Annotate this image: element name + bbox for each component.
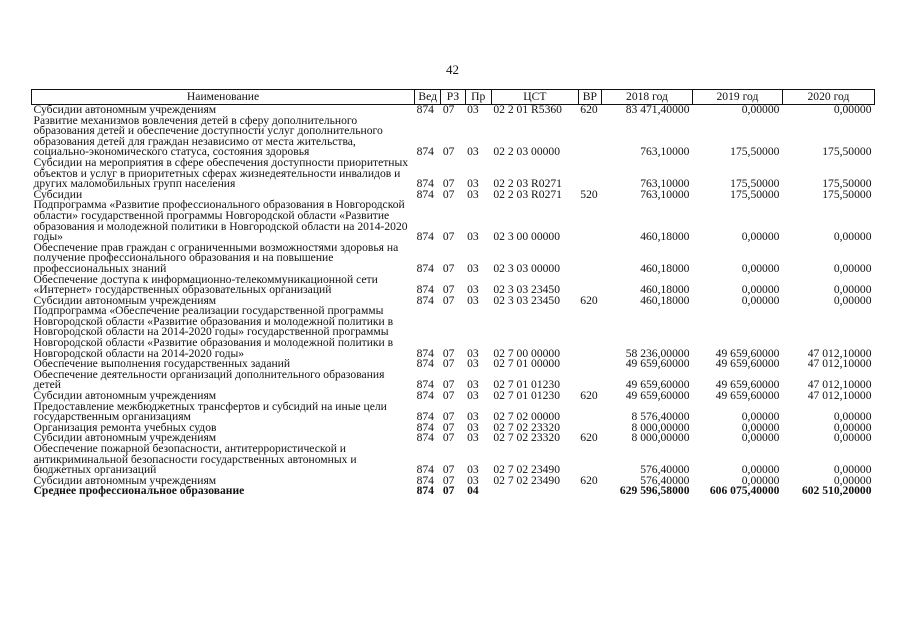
cell-ved: 874 — [416, 463, 434, 477]
cell-name: Развитие механизмов вовлечения детей в сферу дополнительного образования детей и обеспечение доступности услуг дополнительного образования детей для граждан независимо от места жительства, социально-экономического статуса, состояния здоровья — [33, 113, 383, 159]
cell-rz: 07 — [442, 103, 455, 116]
cell-vr — [578, 486, 601, 497]
table-row — [32, 116, 875, 158]
cell-2018: 576,40000 — [640, 473, 690, 487]
cell-vr: 620 — [580, 293, 598, 307]
cell-rz: 07 — [442, 187, 455, 201]
header-2018: 2018 год — [602, 90, 693, 105]
cell-pr: 03 — [467, 420, 479, 434]
cell-2019: 49 659,60000 — [715, 389, 780, 403]
cell-name: Подпрограмма «Развитие профессионального образования в Новгородской области» государственной программы Новгородской области «Развитие образования и молодежной политики в Новгородской области на 2014-2020 годы» — [33, 198, 408, 244]
cell-2019: 606 075,40000 — [709, 484, 780, 498]
header-2019: 2019 год — [692, 90, 782, 105]
cell-name: Субсидии автономным учреждениям — [33, 103, 217, 116]
header-2020: 2020 год — [782, 90, 874, 105]
cell-2019: 175,50000 — [730, 177, 780, 191]
cell-2019: 49 659,60000 — [715, 346, 780, 360]
cell-rz: 07 — [442, 410, 455, 424]
cell-2020: 47 012,10000 — [807, 378, 872, 392]
cell-2020: 47 012,10000 — [807, 346, 872, 360]
cell-pr: 03 — [467, 431, 479, 445]
cell-vr — [578, 243, 601, 275]
cell-pr: 03 — [467, 145, 479, 159]
cell-cst: 02 7 01 01230 — [493, 389, 561, 403]
cell-2018: 460,18000 — [640, 230, 690, 244]
cell-2020: 175,50000 — [822, 177, 872, 191]
cell-name: Субсидии на мероприятия в сфере обеспечения доступности приоритетных объектов и услуг в приоритетных сферах жизнедеятельности инвалидов и других маломобильных групп населения — [33, 155, 409, 191]
cell-ved: 874 — [416, 410, 434, 424]
cell-rz: 07 — [442, 261, 455, 275]
cell-cst: 02 3 03 23450 — [493, 283, 561, 297]
cell-name: Обеспечение деятельности организаций дополнительного образования детей — [33, 367, 385, 392]
cell-vr: 620 — [580, 473, 598, 487]
cell-name: Предоставление межбюджетных трансфертов и субсидий на иные цели государственным организациям — [33, 399, 387, 424]
cell-2018: 83 471,40000 — [625, 103, 690, 116]
cell-ved: 874 — [416, 357, 434, 371]
cell-rz: 07 — [442, 177, 455, 191]
cell-2018: 8 000,00000 — [631, 431, 690, 445]
cell-rz: 07 — [442, 283, 455, 297]
cell-2020: 602 510,20000 — [801, 484, 872, 498]
table-row — [32, 306, 875, 359]
cell-2019: 49 659,60000 — [715, 357, 780, 371]
cell-cst: 02 3 03 00000 — [493, 261, 561, 275]
cell-2020: 0,00000 — [833, 420, 872, 434]
cell-rz: 07 — [442, 346, 455, 360]
cell-cst: 02 7 02 00000 — [493, 410, 561, 424]
cell-pr: 03 — [467, 410, 479, 424]
cell-vr: 620 — [580, 103, 598, 116]
cell-vr — [578, 158, 601, 190]
cell-vr: 620 — [580, 389, 598, 403]
cell-pr: 04 — [467, 484, 479, 498]
cell-ved: 874 — [416, 293, 434, 307]
cell-cst: 02 3 00 00000 — [493, 230, 561, 244]
table-row — [32, 158, 875, 190]
cell-cst: 02 2 03 R0271 — [493, 177, 562, 191]
cell-name: Обеспечение прав граждан с ограниченными возможностями здоровья на получение профессионального образования и на повышение профессиональных знаний — [33, 240, 399, 275]
cell-pr: 03 — [467, 473, 479, 487]
cell-2018: 8 000,00000 — [631, 420, 690, 434]
cell-rz: 07 — [442, 145, 455, 159]
cell-vr — [578, 402, 601, 423]
cell-rz: 07 — [442, 389, 455, 403]
cell-2019: 175,50000 — [730, 145, 780, 159]
cell-cst: 02 7 02 23490 — [493, 473, 561, 487]
cell-name: Обеспечение пожарной безопасности, антитеррористической и антикриминальной безопасности государственных автономных и бюджетных организаций — [33, 442, 357, 477]
cell-pr: 03 — [467, 283, 479, 297]
cell-2018: 460,18000 — [640, 261, 690, 275]
cell-cst: 02 7 01 01230 — [493, 378, 561, 392]
cell-2018: 460,18000 — [640, 293, 690, 307]
cell-cst: 02 2 03 R0271 — [493, 187, 562, 201]
cell-name: Субсидии — [33, 187, 83, 201]
cell-pr: 03 — [467, 463, 479, 477]
cell-2020: 0,00000 — [833, 103, 872, 116]
cell-name: Организация ремонта учебных судов — [33, 420, 217, 434]
cell-2020: 47 012,10000 — [807, 389, 872, 403]
budget-table — [31, 89, 875, 497]
cell-2019: 0,00000 — [741, 431, 780, 445]
cell-cst: 02 7 02 23320 — [493, 420, 561, 434]
cell-name: Субсидии автономным учреждениям — [33, 431, 217, 445]
cell-2020: 0,00000 — [833, 463, 872, 477]
cell-rz: 07 — [442, 357, 455, 371]
cell-2019: 49 659,60000 — [715, 378, 780, 392]
cell-pr: 03 — [467, 187, 479, 201]
cell-2019: 0,00000 — [741, 283, 780, 297]
cell-cst: 02 2 03 00000 — [493, 145, 561, 159]
cell-vr: 520 — [580, 187, 598, 201]
cell-cst: 02 7 02 23490 — [493, 463, 561, 477]
cell-name: Субсидии автономным учреждениям — [33, 389, 217, 403]
table-row — [32, 275, 875, 296]
cell-pr: 03 — [467, 389, 479, 403]
cell-ved: 874 — [416, 230, 434, 244]
cell-2018: 460,18000 — [640, 283, 690, 297]
cell-rz: 07 — [442, 473, 455, 487]
cell-ved: 874 — [416, 484, 434, 498]
cell-2018: 763,10000 — [640, 187, 690, 201]
cell-2020: 0,00000 — [833, 283, 872, 297]
table-row — [32, 444, 875, 476]
cell-rz: 07 — [442, 431, 455, 445]
cell-pr: 03 — [467, 177, 479, 191]
cell-pr: 03 — [467, 230, 479, 244]
cell-pr: 03 — [467, 261, 479, 275]
cell-pr: 03 — [467, 293, 479, 307]
cell-pr: 03 — [467, 346, 479, 360]
cell-vr — [578, 200, 601, 242]
cell-2019: 0,00000 — [741, 420, 780, 434]
cell-vr: 620 — [580, 431, 598, 445]
header-cst: ЦСТ — [491, 90, 578, 105]
cell-cst: 02 2 01 R5360 — [493, 103, 562, 116]
table-body — [32, 105, 875, 497]
cell-2020: 175,50000 — [822, 145, 872, 159]
cell-vr — [578, 370, 601, 391]
cell-2020: 0,00000 — [833, 261, 872, 275]
cell-rz: 07 — [442, 463, 455, 477]
cell-vr — [578, 116, 601, 158]
cell-cst: 02 3 03 23450 — [493, 293, 561, 307]
cell-ved: 874 — [416, 283, 434, 297]
cell-name: Субсидии автономным учреждениям — [33, 293, 217, 307]
cell-cst: 02 7 02 23320 — [493, 431, 561, 445]
cell-2020: 0,00000 — [833, 230, 872, 244]
cell-ved: 874 — [416, 177, 434, 191]
cell-2019: 0,00000 — [741, 261, 780, 275]
cell-2018: 49 659,60000 — [625, 378, 690, 392]
cell-pr: 03 — [467, 357, 479, 371]
cell-rz: 07 — [442, 230, 455, 244]
cell-2018: 576,40000 — [640, 463, 690, 477]
cell-2020: 0,00000 — [833, 473, 872, 487]
cell-2019: 0,00000 — [741, 103, 780, 116]
cell-ved: 874 — [416, 473, 434, 487]
cell-2019: 0,00000 — [741, 230, 780, 244]
cell-ved: 874 — [416, 431, 434, 445]
cell-pr: 03 — [467, 378, 479, 392]
header-ved: Вед — [415, 90, 441, 105]
header-name: Наименование — [32, 90, 415, 105]
cell-2020: 0,00000 — [833, 431, 872, 445]
cell-ved: 874 — [416, 420, 434, 434]
cell-2018: 763,10000 — [640, 177, 690, 191]
cell-name: Среднее профессиональное образование — [33, 484, 245, 498]
cell-2020: 47 012,10000 — [807, 357, 872, 371]
cell-2018: 8 576,40000 — [631, 410, 690, 424]
cell-ved: 874 — [416, 346, 434, 360]
cell-vr — [578, 275, 601, 296]
cell-cst — [491, 486, 578, 497]
cell-ved: 874 — [416, 103, 434, 116]
cell-name: Обеспечение выполнения государственных заданий — [33, 357, 291, 371]
table-row — [32, 243, 875, 275]
cell-ved: 874 — [416, 389, 434, 403]
cell-2019: 0,00000 — [741, 410, 780, 424]
cell-name: Подпрограмма «Обеспечение реализации государственной программы Новгородской области «Развитие образования и молодежной политики в Новгородской области на 2014-2020 годы» государственной программы Новгородской области «Развитие образования и молодежной политики в Новгородской области на 2014-2020 годы» — [33, 304, 394, 360]
cell-ved: 874 — [416, 187, 434, 201]
table-row — [32, 200, 875, 242]
cell-rz: 07 — [442, 293, 455, 307]
cell-cst: 02 7 01 00000 — [493, 357, 561, 371]
cell-pr: 03 — [467, 103, 479, 116]
cell-2020: 0,00000 — [833, 410, 872, 424]
cell-ved: 874 — [416, 378, 434, 392]
header-rz: РЗ — [441, 90, 465, 105]
cell-2019: 0,00000 — [741, 293, 780, 307]
cell-2018: 58 236,00000 — [625, 346, 690, 360]
cell-rz: 07 — [442, 378, 455, 392]
cell-cst: 02 7 00 00000 — [493, 346, 561, 360]
cell-2019: 175,50000 — [730, 187, 780, 201]
cell-name: Обеспечение доступа к информационно-телекоммуникационной сети «Интернет» государственных образовательных организаций — [33, 272, 378, 297]
header-vr: ВР — [578, 90, 601, 105]
table-row — [32, 402, 875, 423]
table-row — [32, 486, 875, 497]
cell-vr — [578, 306, 601, 359]
cell-rz: 07 — [442, 484, 455, 498]
cell-2018: 49 659,60000 — [625, 357, 690, 371]
cell-2018: 629 596,58000 — [619, 484, 690, 498]
cell-2020: 175,50000 — [822, 187, 872, 201]
header-pr: Пр — [465, 90, 491, 105]
cell-vr — [578, 444, 601, 476]
table-row — [32, 370, 875, 391]
cell-2019: 0,00000 — [741, 473, 780, 487]
cell-2019: 0,00000 — [741, 463, 780, 477]
cell-ved: 874 — [416, 261, 434, 275]
cell-ved: 874 — [416, 145, 434, 159]
cell-2018: 49 659,60000 — [625, 389, 690, 403]
cell-name: Субсидии автономным учреждениям — [33, 473, 217, 487]
cell-vr — [578, 359, 601, 370]
cell-2018: 763,10000 — [640, 145, 690, 159]
page-number: 42 — [446, 62, 459, 77]
cell-rz: 07 — [442, 420, 455, 434]
cell-2020: 0,00000 — [833, 293, 872, 307]
